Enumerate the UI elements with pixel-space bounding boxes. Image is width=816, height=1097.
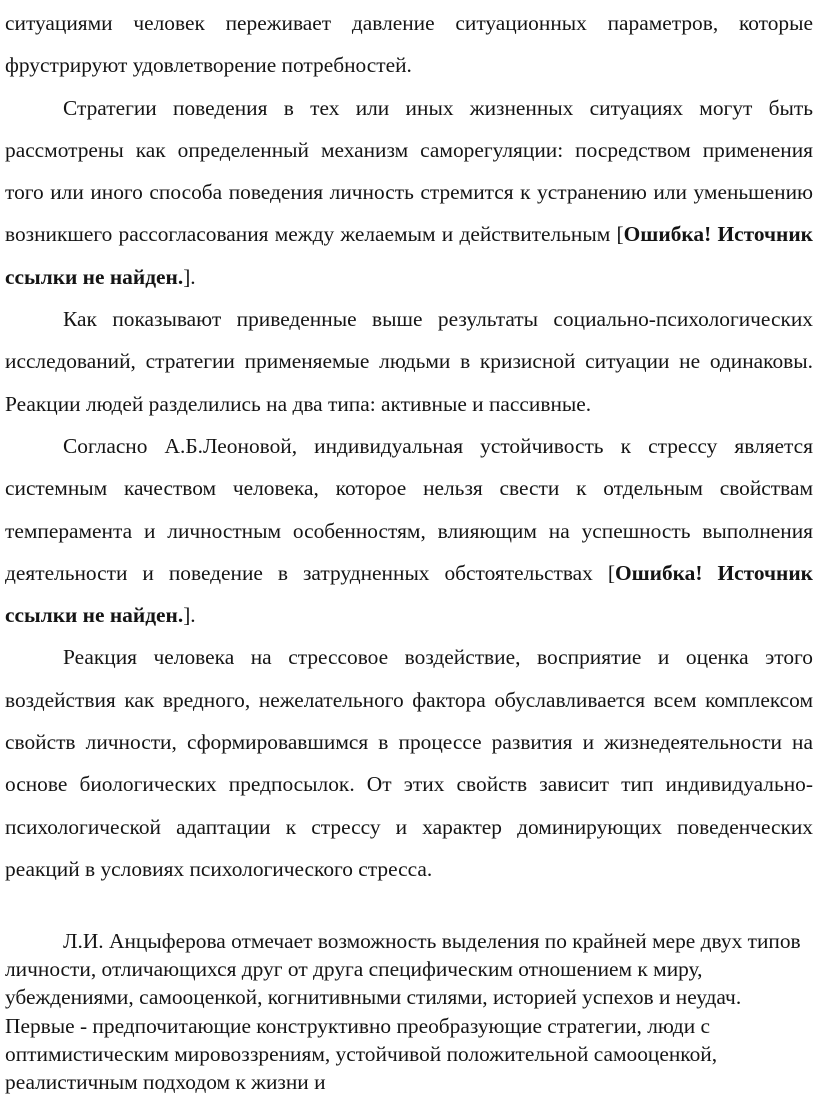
paragraph-4-tail: ]. [183, 603, 196, 628]
paragraph-4 [5, 425, 813, 636]
paragraph-2-text: Стратегии поведения в тех или иных жизненных ситуациях могут быть рассмотрены как определенный механизм саморегуляции: посредством применения того или иного способа поведения личность стремится к устранению или уменьшению возникшего рассогласования между желаемым и действительным [ [5, 95, 813, 247]
paragraph-2-tail: ]. [183, 264, 196, 289]
paragraph-6 [5, 927, 813, 1096]
paragraph-6-text: Л.И. Анцыферова отмечает возможность выделения по крайней мере двух типов личности, отличающихся друг от друга специфическим отношением к миру, убеждениями, самооценкой, когнитивными стилями, историей успехов и неудач. Первые - предпочитающие конструктивно преобразующие стратегии, люди с оптимистическим мировоззрениям, устойчивой положительной самооценкой, реалистичным подходом к жизни и [5, 929, 801, 1095]
reference-error-1: Ошибка! Источник ссылки не найден. [5, 222, 813, 289]
reference-error-2: Ошибка! Источник ссылки не найден. [5, 560, 813, 628]
document-body-single-spaced [5, 927, 813, 1096]
paragraph-3-text: Как показывают приведенные выше результаты социально-психологических исследований, стратегии применяемые людьми в кризисной ситуации не одинаковы. Реакции людей разделились на два типа: активные и пассивные. [5, 307, 813, 416]
paragraph-4-text: Согласно А.Б.Леоновой, индивидуальная устойчивость к стрессу является системным качеством человека, которое нельзя свести к отдельным свойствам темперамента и личностным особенностям, влияющим на успешность выполнения деятельности и поведение в затрудненных обстоятельствах [ [5, 433, 813, 585]
paragraph-1-text: ситуациями человек переживает давление ситуационных параметров, которые фрустрируют удовлетворение потребностей. [5, 11, 813, 78]
paragraph-3 [5, 298, 813, 425]
document-body [5, 2, 813, 890]
paragraph-5 [5, 636, 813, 890]
paragraph-5-text: Реакция человека на стрессовое воздействие, восприятие и оценка этого воздействия как вредного, нежелательного фактора обуславливается всем комплексом свойств личности, сформировавшимся в процессе развития и жизнедеятельности на основе биологических предпосылок. От этих свойств зависит тип индивидуально-психологической адаптации к стрессу и характер доминирующих поведенческих реакций в условиях психологического стресса. [5, 645, 813, 881]
paragraph-2 [5, 87, 813, 298]
paragraph-1 [5, 2, 813, 87]
